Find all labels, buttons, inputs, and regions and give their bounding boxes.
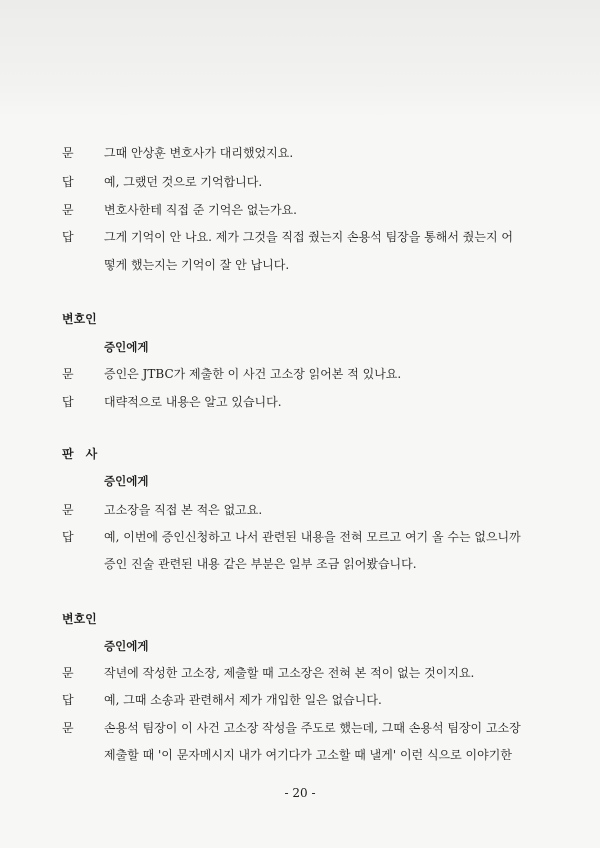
answer-text: 예, 그때 소송과 관련해서 제가 개입한 일은 없습니다. [104,693,382,707]
question-text: 작년에 작성한 고소장, 제출할 때 고소장은 전혀 본 적이 없는 것이지요. [104,666,475,680]
scan-header-band [0,0,600,118]
page-number: - 20 - [284,786,316,800]
answer-marker: 답 [62,530,74,544]
speaker-label: 판사 [62,447,110,461]
question-text: 그때 안상훈 변호사가 대리했었지요. [104,146,294,160]
question-text-continued: 제출할 때 '이 문자메시지 내가 여기다가 고소할 때 낼게' 이런 식으로 이야기한 [104,748,512,762]
answer-marker: 답 [62,693,74,707]
question-marker: 문 [62,367,74,381]
question-text: 손용석 팀장이 이 사건 고소장 작성을 주도로 했는데, 그때 손용석 팀장이 고소장 [104,721,521,735]
answer-marker: 답 [62,175,74,189]
answer-marker: 답 [62,230,74,244]
answer-text-continued: 떻게 했는지는 기억이 잘 안 납니다. [104,258,290,272]
addressee-label: 증인에게 [104,340,149,354]
speaker-label: 변호인 [62,612,97,626]
speaker-label: 변호인 [62,312,97,326]
question-text: 고소장을 직접 본 적은 없고요. [104,503,263,517]
answer-marker: 답 [62,395,74,409]
question-text: 변호사한테 직접 준 기억은 없는가요. [104,203,297,217]
answer-text: 그게 기억이 안 나요. 제가 그것을 직접 줬는지 손용석 팀장을 통해서 줬는지 어 [104,230,513,244]
question-marker: 문 [62,203,74,217]
answer-text: 예, 이번에 증인신청하고 나서 관련된 내용을 전혀 모르고 여기 올 수는 없으니까 [104,530,521,544]
answer-text: 예, 그랬던 것으로 기억합니다. [104,175,263,189]
answer-text-continued: 증인 진술 관련된 내용 같은 부분은 일부 조금 읽어봤습니다. [104,557,417,571]
question-marker: 문 [62,146,74,160]
question-marker: 문 [62,666,74,680]
addressee-label: 증인에게 [104,639,149,653]
answer-text: 대략적으로 내용은 알고 있습니다. [104,395,282,409]
question-marker: 문 [62,721,74,735]
question-marker: 문 [62,503,74,517]
addressee-label: 증인에게 [104,474,149,488]
question-text: 증인은 JTBC가 제출한 이 사건 고소장 읽어본 적 있나요. [104,367,402,381]
